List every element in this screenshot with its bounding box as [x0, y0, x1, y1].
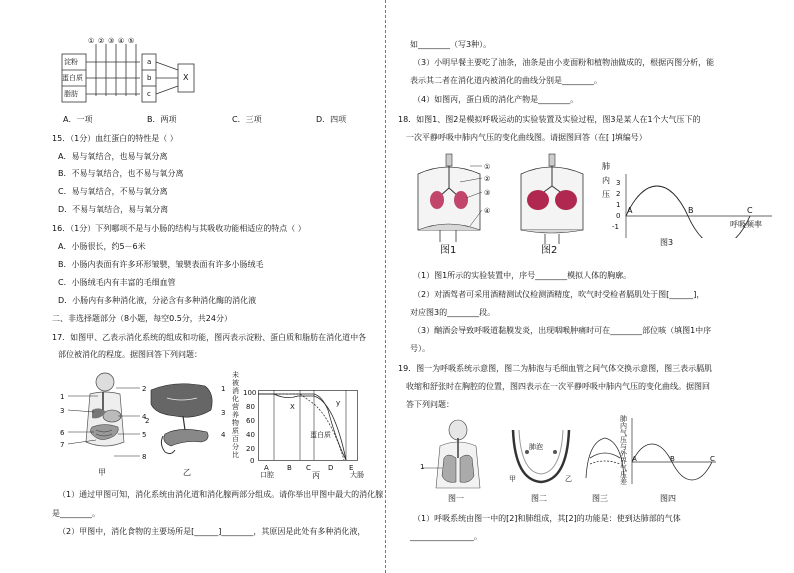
fig3-tick-1: 1 — [616, 201, 621, 209]
fig4-ylabel-ch: 气 — [620, 464, 627, 472]
digestive-system-drawing — [60, 372, 150, 472]
q14-option-d: D．四项 — [316, 115, 347, 124]
bing-curve-x: X — [290, 403, 295, 411]
q18-figure-2 — [515, 152, 595, 260]
liver-pancreas-drawing — [145, 380, 225, 460]
q18-figure-3 — [600, 160, 780, 250]
fig1-num-1: ① — [484, 163, 491, 171]
q16-option-a: A．小肠很长，约5－6米 — [58, 242, 146, 251]
jia-num-1: 1 — [60, 393, 65, 401]
bing-xtick-d: D — [328, 464, 334, 472]
respiratory-system-drawing — [418, 418, 498, 490]
q17-sub4: （4）如图丙，蛋白质的消化产物是________。 — [413, 95, 579, 104]
fig4-ylabel-ch: 外 — [620, 450, 627, 458]
q17-sub2-continued: 如________（写3种）。 — [410, 40, 492, 49]
fig4-ylabel-ch: 界 — [620, 457, 627, 465]
q19-fig2-alveolus: 肺泡 — [529, 443, 543, 451]
fig4-chart — [630, 418, 718, 484]
q14-option-a: A．一项 — [63, 115, 93, 124]
q15-option-d: D．不易与氧结合，易与氧分离 — [58, 205, 169, 214]
bing-ylabel-ch: 消 — [232, 387, 239, 395]
q18-stem-line1: 18．如图1、图2是模拟呼吸运动的实验装置及实验过程，图3是某人在1个大气压下的 — [398, 115, 701, 124]
bing-ylabel-ch: 比 — [232, 451, 239, 459]
figure-yi — [145, 380, 235, 480]
yi-num-2: 2 — [145, 417, 150, 425]
q15-option-c: C．易与氧结合，不易与氧分离 — [58, 187, 168, 196]
jia-num-8: 8 — [142, 453, 147, 461]
q17-sub3b: 表示其二者在消化道内被消化的曲线分别是________。 — [410, 76, 602, 85]
fig4-ylabel-ch: 肺 — [620, 415, 627, 423]
jia-num-5: 5 — [142, 431, 147, 439]
curve-y — [258, 394, 346, 460]
fig4-ylabel-ch: 内 — [620, 422, 627, 430]
q16-option-c: C．小肠绒毛内有丰富的毛细血管 — [58, 278, 176, 287]
q17-sub1b: 是________。 — [52, 509, 100, 518]
fig4-point-b: B — [670, 455, 675, 463]
q18-sub2b: 对应图3的________段。 — [410, 308, 496, 317]
bing-xtick-e: E — [349, 464, 354, 472]
yi-num-3: 3 — [221, 409, 226, 417]
digestion-flow-diagram — [60, 36, 210, 106]
q18-sub1: （1）图1所示的实验装置中，序号________模拟人体的胸廓。 — [413, 271, 632, 280]
flow-letter-c: c — [147, 90, 151, 98]
section-2-heading: 二、非选择题部分（8小题，每空0.5分，共24分） — [52, 314, 232, 323]
jia-num-3: 3 — [60, 407, 65, 415]
flow-lines — [60, 36, 210, 106]
bing-ylabel-ch: 营 — [232, 403, 239, 411]
jia-num-6: 6 — [60, 429, 65, 437]
flow-row-protein: 蛋白质 — [62, 74, 83, 82]
figure-jia — [60, 372, 150, 480]
flow-row-fat: 脂肪 — [64, 90, 78, 98]
flow-num-2: ② — [98, 37, 105, 45]
bing-protein-label: 蛋白质 — [310, 431, 331, 439]
fig3-point-a: A — [627, 206, 633, 215]
q17-sub3: （3）小明早餐主要吃了油条，油条是由小麦面粉和植物油做成的，根据丙图分析，能 — [413, 58, 715, 67]
yi-num-4: 4 — [221, 431, 226, 439]
fig3-tick-neg1: -1 — [612, 223, 619, 231]
q19-fig2-label: 图二 — [531, 494, 547, 503]
q19-stem-line2: 收缩和舒张时在胸腔的位置，图四表示在一次平静呼吸中肺内气压的变化曲线。据图回 — [406, 382, 710, 391]
fig3-ylabel-1: 肺 — [602, 162, 610, 171]
q19-fig4-label: 图四 — [660, 494, 676, 503]
figure-bing — [232, 370, 380, 482]
bing-xtick-a: A — [264, 464, 269, 472]
q19-stem-line3: 答下列问题： — [406, 400, 454, 409]
q18-sub3b: 号）。 — [410, 344, 430, 353]
fig4-ylabel-ch: 差 — [620, 478, 627, 486]
fig3-ylabel-2: 内 — [602, 176, 610, 185]
q17-stem-line1: 17．如图甲、乙表示消化系统的组成和功能，图丙表示淀粉、蛋白质和脂肪在消化道中各 — [52, 333, 367, 342]
bing-xtick-b: B — [287, 464, 292, 472]
q19-figure-1 — [418, 418, 498, 504]
fig1-num-2: ② — [484, 175, 491, 183]
q17-sub1: （1）通过甲图可知，消化系统由消化道和消化腺两部分组成。请你举出甲图中最大的消化腺 — [58, 490, 384, 499]
bing-ylabel-ch: 物 — [232, 419, 239, 427]
jia-num-2: 2 — [142, 385, 147, 393]
bing-ytick-100: 100 — [243, 389, 257, 397]
fig4-point-a: A — [632, 455, 637, 463]
fig4-ylabel-ch: 压 — [620, 471, 627, 479]
q18-sub2: （2）对酒驾者可采用酒精测试仪检测酒精度，吹气时受检者膈肌处于图[______]， — [413, 290, 705, 299]
bing-ytick-0: 0 — [250, 457, 255, 465]
jia-num-4: 4 — [142, 413, 147, 421]
q18-stem-line2: 一次平静呼吸中肺内气压的变化曲线图。请据图回答（在[ ]填编号） — [406, 133, 647, 142]
q15-option-a: A．易与氧结合，也易与氧分离 — [58, 152, 168, 161]
q18-figure-1 — [410, 152, 500, 260]
bing-xtick-c: C — [306, 464, 311, 472]
bing-ylabel-ch: 化 — [232, 395, 239, 403]
bing-ylabel-ch: 分 — [232, 443, 239, 451]
fig3-tick-0: 0 — [616, 212, 621, 220]
bing-xname-mouth: 口腔 — [260, 471, 274, 479]
bing-ytick-20: 20 — [246, 445, 255, 453]
fig2-label: 图2 — [541, 245, 558, 256]
bing-ylabel-ch: 被 — [232, 379, 239, 387]
column-divider — [385, 0, 386, 573]
bing-xname-colon: 大肠 — [350, 471, 364, 479]
curve-protein — [258, 394, 344, 460]
fig3-tick-2: 2 — [616, 190, 621, 198]
bing-curve-y: y — [336, 399, 341, 407]
q19-sub1b: ________________。 — [410, 532, 482, 541]
bing-ylabel-ch: 百 — [232, 435, 239, 443]
q19-sub1: （1）呼吸系统由图一中的[2]和肺组成，其[2]的功能是：使到达肺部的气体 — [413, 514, 681, 523]
flow-num-5: ⑤ — [128, 37, 135, 45]
q17-sub2: （2）甲图中，消化食物的主要场所是[______]________，其原因是此处有多种消化液， — [58, 527, 366, 536]
yi-num-1: 1 — [221, 385, 226, 393]
fig1-label: 图1 — [440, 245, 457, 256]
fig4-ylabel-ch: 与 — [620, 443, 627, 451]
fig4-ylabel-ch: 压 — [620, 436, 627, 444]
bing-ytick-40: 40 — [246, 431, 255, 439]
flow-num-1: ① — [88, 37, 95, 45]
flow-num-4: ④ — [118, 37, 125, 45]
q19-fig3-label: 图三 — [592, 494, 608, 503]
q16-option-d: D．小肠内有多种消化液，分泌含有多种消化酶的消化液 — [58, 296, 257, 305]
fig4-ylabel-ch: 气 — [620, 429, 627, 437]
fig4-point-c: C — [710, 455, 715, 463]
figure-jia-label: 甲 — [98, 468, 106, 477]
q19-stem-line1: 19．图一为呼吸系统示意图，图二为肺泡与毛细血管之间气体交换示意图，图三表示膈肌 — [398, 364, 713, 373]
flow-num-3: ③ — [108, 37, 115, 45]
fig3-point-b: B — [688, 206, 694, 215]
fig1-num-4: ④ — [484, 207, 491, 215]
q19-fig2-yi: 乙 — [565, 475, 572, 483]
q19-figure-4 — [620, 414, 720, 504]
fig3-tick-3: 3 — [616, 179, 621, 187]
q16-option-b: B．小肠内表面有许多环形皱襞，皱襞表面有许多小肠绒毛 — [58, 260, 264, 269]
bing-ylabel-ch: 未 — [232, 371, 239, 379]
fig3-xlabel: 呼吸频率 — [730, 220, 762, 229]
jia-num-7: 7 — [60, 441, 65, 449]
fig1-num-3: ③ — [484, 189, 491, 197]
q17-stem-line2: 部位被消化的程度。据图回答下列问题： — [58, 350, 202, 359]
figure-yi-label: 乙 — [183, 468, 191, 477]
flow-letter-a: a — [147, 58, 152, 66]
q14-option-b: B．两项 — [147, 115, 177, 124]
q15-option-b: B．不易与氧结合，也不易与氧分离 — [58, 169, 184, 178]
fig3-label: 图3 — [660, 238, 674, 247]
q19-fig1-num: 1 — [420, 463, 425, 471]
fig3-point-c: C — [747, 206, 753, 215]
flow-row-starch: 淀粉 — [64, 58, 78, 66]
bing-chart-area — [258, 390, 358, 462]
q18-sub3: （3）酗酒会导致呼吸道黏膜发炎，出现咽喉肿痛时可在________部位咳（填图1中序 — [413, 326, 712, 335]
q19-figure-2 — [505, 422, 577, 504]
fig3-ylabel-3: 压 — [602, 190, 610, 199]
q19-fig2-jia: 甲 — [509, 475, 516, 483]
bell-jar-contracted — [515, 152, 595, 244]
bing-ytick-80: 80 — [246, 403, 255, 411]
q14-option-c: C．三项 — [232, 115, 262, 124]
bing-ylabel-ch: 质 — [232, 427, 239, 435]
figure-bing-label: 丙 — [312, 471, 320, 480]
flow-letter-b: b — [147, 74, 152, 82]
bing-ytick-60: 60 — [246, 417, 255, 425]
flow-output-x: X — [183, 73, 189, 82]
q19-fig1-label: 图一 — [448, 494, 464, 503]
bing-ylabel-ch: 养 — [232, 411, 239, 419]
q16-stem: 16．（1分）下列哪项不是与小肠的结构与其吸收功能相适应的特点（ ） — [52, 224, 306, 233]
q15-stem: 15．（1分）血红蛋白的特性是（ ） — [52, 134, 178, 143]
